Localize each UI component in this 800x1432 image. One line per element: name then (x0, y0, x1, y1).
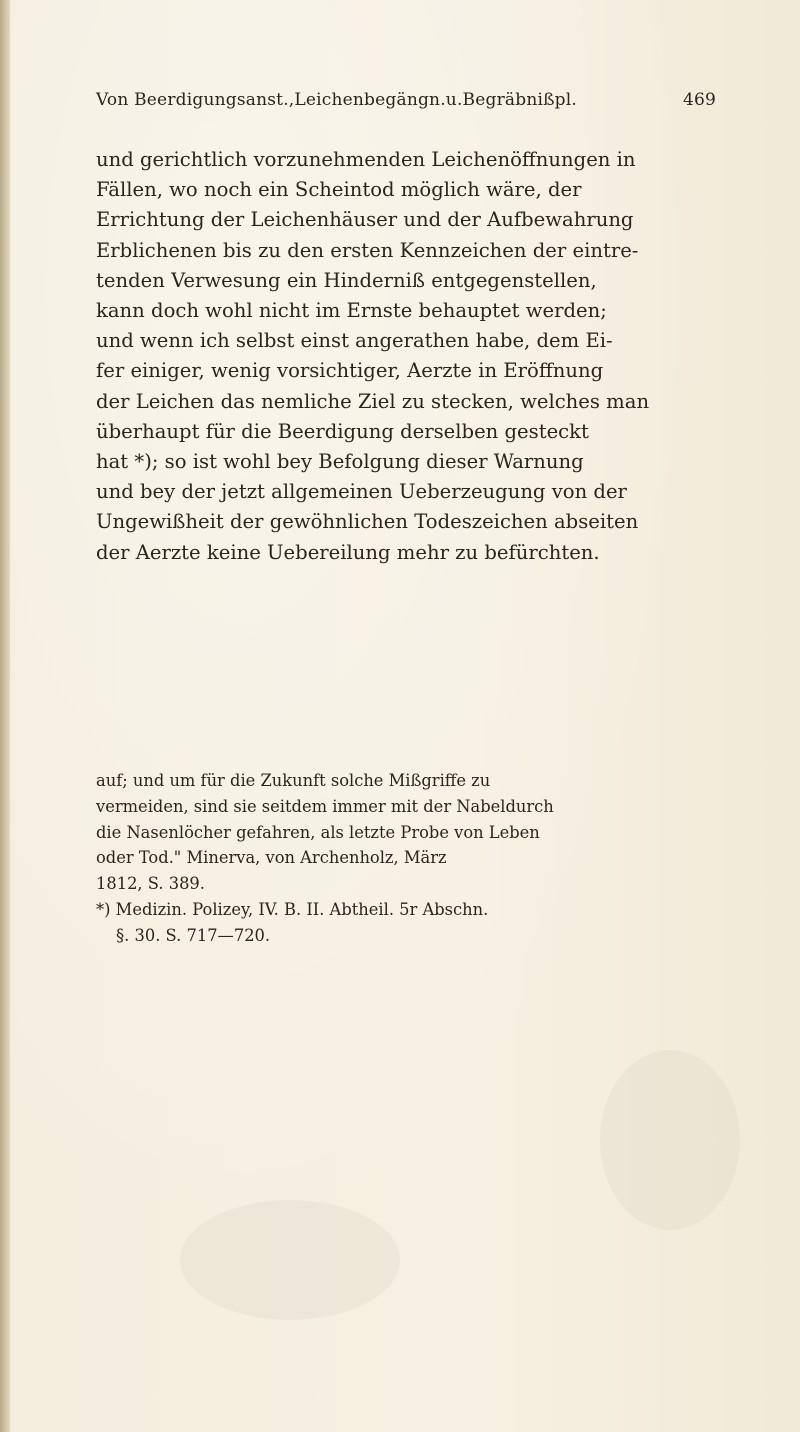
text-line: der Leichen das nemliche Ziel zu stecken, welches man (96, 389, 650, 413)
footnote-line: vermeiden, sind sie seitdem immer mit der Nabeldurch (96, 796, 554, 816)
main-paragraph (96, 145, 726, 568)
footnote-line: oder Tod." Minerva, von Archenholz, März (96, 848, 447, 868)
book-spine-shadow (0, 0, 10, 1432)
page-number: 469 (682, 90, 716, 110)
text-line: tenden Verwesung ein Hinderniß entgegenstellen, (96, 268, 597, 292)
text-line: Errichtung der Leichenhäuser und der Aufbewahrung (96, 208, 634, 232)
text-line: und gerichtlich vorzunehmenden Leichenöffnungen in (96, 148, 636, 171)
text-line: fer einiger, wenig vorsichtiger, Aerzte in Eröffnung (96, 359, 604, 383)
paper-stain (180, 1200, 400, 1320)
text-line: Fällen, wo noch ein Scheintod möglich wäre, der (96, 178, 582, 202)
footnote-line: 1812, S. 389. (96, 874, 205, 894)
text-line: Ungewißheit der gewöhnlichen Todeszeichen abseiten (96, 510, 639, 534)
text-line: und wenn ich selbst einst angerathen habe, dem Ei- (96, 329, 613, 353)
text-line: und bey der jetzt allgemeinen Ueberzeugung von der (96, 480, 627, 504)
footnotes (96, 768, 716, 949)
footnote-line: auf; und um für die Zukunft solche Mißgriffe zu (96, 771, 491, 790)
text-line: hat *); so ist wohl bey Befolgung dieser Warnung (96, 450, 584, 474)
running-title: Von Beerdigungsanst.,Leichenbegängn.u.Begräbnißpl. (96, 90, 578, 110)
text-line: kann doch wohl nicht im Ernste behauptet werden; (96, 299, 607, 323)
running-header (96, 90, 716, 120)
text-line: der Aerzte keine Uebereilung mehr zu befürchten. (96, 540, 600, 564)
footnote-line: *) Medizin. Polizey, IV. B. II. Abtheil. 5r Abschn. (96, 899, 489, 919)
text-line: Erblichenen bis zu den ersten Kennzeichen der eintre- (96, 238, 639, 262)
footnote-line: §. 30. S. 717—720. (116, 925, 271, 945)
text-line: überhaupt für die Beerdigung derselben gesteckt (96, 419, 589, 443)
paper-stain (600, 1050, 740, 1230)
footnote-line: die Nasenlöcher gefahren, als letzte Probe von Leben (96, 822, 540, 842)
